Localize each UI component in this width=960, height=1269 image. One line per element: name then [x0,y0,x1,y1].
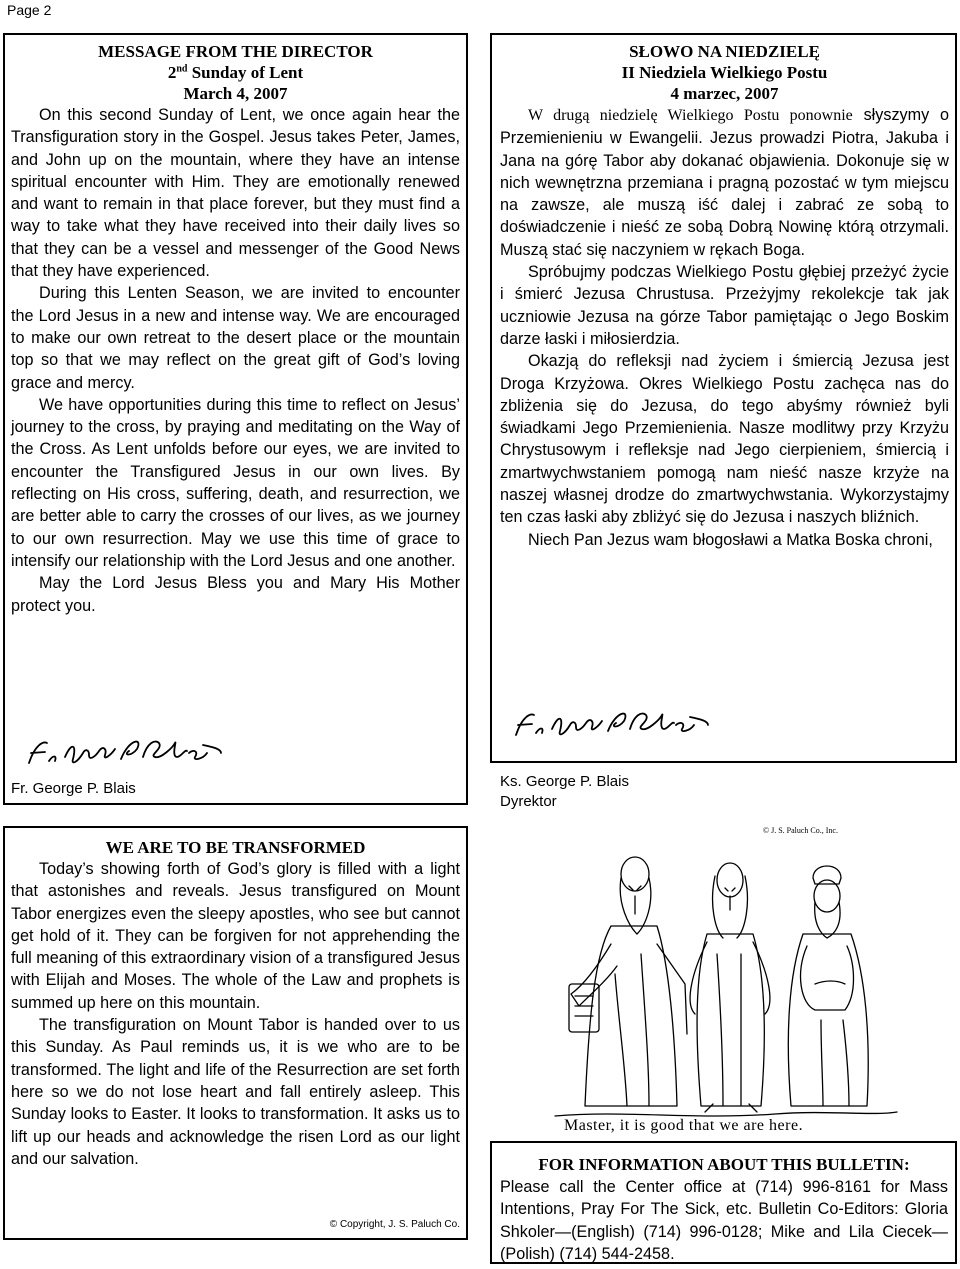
director-title: MESSAGE FROM THE DIRECTOR [98,42,373,61]
handwritten-signature [512,707,712,747]
transformed-box [3,826,468,1240]
paragraph: During this Lenten Season, we are invited to encounter the Lord Jesus in a new and intense way. We are encouraged to make our own retreat to the desert place or the mountain top so that we may reflect on the great gift of God’s loving grace and mercy. [11,284,460,392]
bulletin-info-box [490,1141,957,1264]
paragraph: Today’s showing forth of God’s glory is filled with a light that astonishes and reveals. Jesus transfigured on Mount Tabor energizes even the sleepy apostles, who see but cannot get hold of it. They can be forgiven for not apprehending the full meaning of this extraordinary vision of a transfigured Jesus with Elijah and Moses. The whole of the Law and prophets is summed up here on this mountain. [11,860,460,1012]
paragraph-lead: W drugą niedzielę Wielkiego Postu ponownie [528,107,853,124]
polish-title: SŁOWO NA NIEDZIELĘ [629,42,820,61]
director-message-box [3,33,468,805]
paragraph: Spróbujmy podczas Wielkiego Postu głębiej przeżyć życie i śmierć Jezusa Chrustusa. Przeżyjmy rekolekcje tak jak uczniowie Jezusa na górze Tabor pamiętając o Jego Boskim darze łaski i miłosierdzia. [500,263,949,348]
director-date: March 4, 2007 [183,84,288,103]
copyright-note: © Copyright, J. S. Paluch Co. [329,1219,460,1230]
handwritten-signature [25,735,225,775]
paragraph: May the Lord Jesus Bless you and Mary His Mother protect you. [11,574,460,615]
director-name: Fr. George P. Blais [11,780,136,797]
transformed-body [11,858,460,1170]
polish-role: Dyrektor [500,793,557,810]
info-title: FOR INFORMATION ABOUT THIS BULLETIN: [538,1155,910,1174]
paragraph: Okazją do refleksji nad życiem i śmiercią Jezusa jest Droga Krzyżowa. Okres Wielkiego Postu zachęca nas do zbliżenia się do Jezusa, do tego abyśmy również byli świadkami Jego Przemienienia. Nasze modlitwy przy Krzyżu Chrystusowym i refleksje nad Jego cierpieniem, śmiercią i zmartwychwstaniem pomogą nam nieść nasze krzyże na naszej własnej drodze do zmartwychwstania. Wykorzystajmy ten czas łaski aby zbliżyć się do Jezusa i naszych bliźnich. [500,352,949,527]
transfiguration-illustration [545,826,905,1136]
info-text: Please call the Center office at (714) 996-8161 for Mass Intentions, Pray For The Sick, etc. Bulletin Co-Editors: Gloria Shkoler—(English) (714) 996-0128; Mike and Lila Ciecek—(Polish) (714) 544-2458. [500,1178,948,1263]
illustration-caption: Master, it is good that we are here. [564,1117,804,1134]
director-message-body [11,104,460,617]
paragraph [500,104,949,261]
polish-subtitle: II Niedziela Wielkiego Postu [621,63,828,82]
paragraph: On this second Sunday of Lent, we once again hear the Transfiguration story in the Gospel. Jesus takes Peter, James, and John up on the mountain, where they have an intense spiritual encounter with Him. They are emotionally renewed and want to remain in that place forever, but they must find a way to take what they have received into their daily lives so that they can be a vessel and messenger of the Good News that they have experienced. [11,106,460,281]
director-subtitle: 2nd Sunday of Lent [167,63,304,82]
paragraph: The transfiguration on Mount Tabor is handed over to us this Sunday. As Paul reminds us, it is we who are to be transformed. The light and life of the Resurrection are set forth here so we do not lose heart and fall entirely asleep. This Sunday looks to Easter. It looks to transformation. It asks us to lift up our heads and acknowledge the risen Lord as our light and our salvation. [11,1016,460,1168]
three-figures-drawing [545,834,905,1124]
paragraph: We have opportunities during this time to reflect on Jesus’ journey to the cross, by praying and meditating on the Way of the Cross. As Lent unfolds before our eyes, we are invited to encounter the Transfigured Jesus in our own lives. By reflecting on His cross, suffering, death, and resurrection, we are better able to carry the crosses of our lives, as we journey to our own resurrection. May we use this time of grace to intensify our relationship with the Lord Jesus and one another. [11,395,460,570]
polish-name: Ks. George P. Blais [500,773,629,790]
transformed-title: WE ARE TO BE TRANSFORMED [105,838,366,857]
page-number: Page 2 [7,2,52,18]
polish-message-box [490,33,957,763]
polish-message-body [500,104,949,551]
illustration-credit: © J. S. Paluch Co., Inc. [763,826,838,835]
polish-date: 4 marzec, 2007 [670,84,779,103]
paragraph-text: słyszymy o Przemienieniu w Ewangelii. Jezus prowadzi Piotra, Jakuba i Jana na górę Tabor aby dokanać objawienia. Dokonuje się w nich wewnętrzna przemiana i pragną pozostać w tym miejscu na zawsze, ale muszą iść dalej i zabrać ze sobą to doświadczenie i nieść ze sobą Dobrą Nowinę którą otrzymali. Muszą stać się naczyniem w rękach Boga. [500,106,949,259]
paragraph: Niech Pan Jezus wam błogosławi a Matka Boska chroni, [528,530,933,549]
